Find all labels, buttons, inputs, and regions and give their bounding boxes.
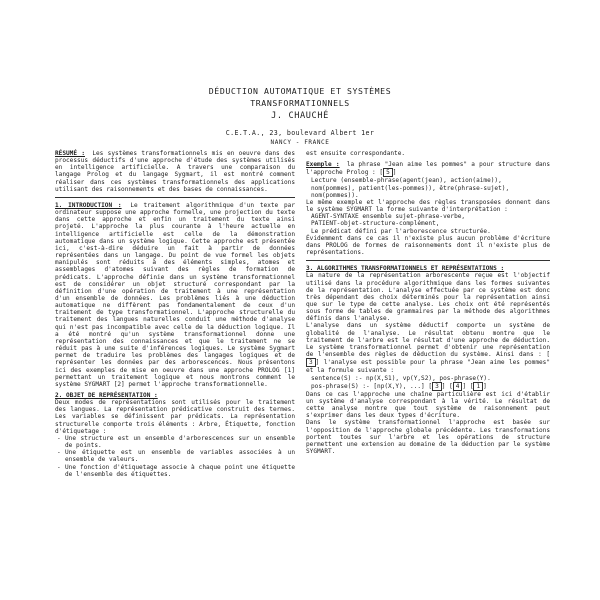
example-text: la phrase "Jean aime les pommes" a pour structure dans l'approche Prolog : bbox=[306, 161, 550, 177]
introduction-section bbox=[55, 202, 295, 388]
left-column bbox=[55, 150, 295, 482]
code-line: Le prédicat défini par l'arborescence structurée. bbox=[311, 227, 491, 235]
list-item: - Une fonction d'étiquetage associe à chaque point une étiquette de l'ensemble des étiquettes. bbox=[65, 464, 295, 478]
section-3-heading: 3. ALGORITHMES TRANSFORMATIONNELS ET REPRÉSENTATIONS : bbox=[306, 265, 505, 273]
code-line: PATIENT-objet-structure-complément, bbox=[311, 220, 440, 228]
continued-text: est ensuite correspondante. bbox=[306, 150, 406, 157]
code-line: nom(pommes), patient(les-pommes)), être(phrase-sujet), bbox=[311, 184, 510, 192]
section-3-paragraph-3: Dans ce cas l'approche une chaîne particulière est ici d'établir un système d'analyse correspondant à la vérité. Le résultat de cette analyse montre que tout système de raisonnement peut s'exprimer dans les deux types d'écriture. bbox=[306, 390, 550, 420]
section-2-text: Deux modes de représentations sont utilisés pour le traitement des langues. La représentation prédicative construit des termes. Les variables se définissent par prédicats. La représentation structurelle comporte trois éléments : Arbre, Étiquette, fonction d'étiquetage : bbox=[55, 399, 295, 435]
citation-ref: 1 bbox=[473, 382, 483, 391]
author-name: J. CHAUCHÉ bbox=[271, 111, 329, 121]
section-2-heading: 2. OBJET DE REPRÉSENTATION : bbox=[55, 392, 158, 399]
list-item: - Une structure est un ensemble d'arborescences sur un ensemble de points. bbox=[65, 435, 295, 449]
right-column bbox=[306, 150, 550, 459]
example-label: Exemple : bbox=[306, 161, 340, 169]
formula-line: sentence(S) :- np(X,S1), vp(Y,S2), pos-phrase(Y). bbox=[311, 374, 491, 382]
introduction-heading: 1. INTRODUCTION : bbox=[55, 201, 122, 209]
section-3-text: La nature de la représentation arborescente reçue est l'objectif utilisé dans la procédure algorithmique dans les formes suivantes de la représentation. L'analyse effectuée par ce système est donc très dépendant des choix déterminés pour la représentation ainsi que sur le type de cette analyse. Les choix ont été représentés sous forme de tables de grammaires par la méthode des algorithmes définis dans l'analyse. bbox=[306, 272, 550, 323]
code-line: nom(pommes)). bbox=[311, 191, 359, 199]
example-block: Exemple : la phrase "Jean aime les pommes" a pour structure dans l'approche Prolog : [ 5 ] Lecture (ensemble-phrase(agent(jean), action(aime)), nom(pommes), patient(les-pommes)), être(phrase-sujet), nom(pommes)). Le même exemple et l'approche des règles transposées donnent dans le système SYGMART la forme suivante d'interprétation : AGENT-SYNTAXE ensemble sujet-phrase-verbe, PATIENT-objet-structure-complément, Le prédicat défini par l'arborescence structurée. Évidemment dans ce cas il n'existe plus aucun problème d'écriture dans PROLOG de formes de raisonnements dont il n'existe plus de représentations. bbox=[306, 161, 550, 257]
section-divider bbox=[55, 197, 295, 198]
code-line: AGENT-SYNTAXE ensemble sujet-phrase-verbe, bbox=[311, 213, 466, 221]
definition-list bbox=[55, 435, 295, 478]
section-3 bbox=[306, 265, 550, 455]
code-line: Lecture (ensemble-phrase(agent(jean), action(aime)), bbox=[311, 177, 502, 185]
citation-ref: 4 bbox=[453, 382, 463, 391]
author-location: NANCY - FRANCE bbox=[270, 139, 330, 146]
section-divider bbox=[306, 260, 550, 261]
citation-ref: 5 bbox=[383, 168, 393, 177]
introduction-text: Le traitement algorithmique d'un texte par ordinateur suppose une approche formelle, une projection du texte dans cette approche et enfin un traitement du texte ainsi projeté. L'approche la plus courante à l'heure actuelle en intelligence artificielle est celle de la démonstration automatique dans un système logique. Cette approche est présentée ici, c'est-à-dire déduire un fait à partir de données représentées dans un langage. Du point de vue formel les objets manipulés sont réduits à des éléments simples, atomes et assemblages d'atomes suivant des règles de formation de prédicats. L'approche définie dans un système transformationnel est de considérer un objet structuré correspondant par la définition d'une opération de traitement à une représentation d'un ensemble de données. Les problèmes liés à une déduction automatique ne diffèrent pas fondamentalement de ceux d'un traitement de type transformationnel. L'approche structurelle du traitement des langues naturelles conduit une méthode d'analyse qui n'est pas incompatible avec celle de la déduction logique. Il a été montré qu'un système transformationnel donne une représentation des connaissances et que le traitement ne se réduit pas à une suite d'inférences logiques. Le système Sygmart permet de traduire les problèmes des langages logiques et de représenter les données par des arborescences. Nous présentons ici des exemples de mise en oeuvre dans une approche PROLOG [1] permettant un traitement logique et nous montrons comment le système SYGMART [2] permet l'approche transformationnelle. bbox=[55, 201, 295, 388]
abstract-text: Les systèmes transformationnels mis en oeuvre dans des processus déductifs d'une approche d'étude des systèmes utilisés en intelligence artificielle. A travers une comparaison du langage Prolog et du langage Sygmart, il est montré comment réaliser dans ces systèmes transformationnels des applications utilisant des raisonnements et des bases de connaissances. bbox=[55, 150, 295, 193]
section-2 bbox=[55, 392, 295, 478]
abstract-heading: RÉSUMÉ : bbox=[55, 150, 85, 157]
formula-line: pos-phrase(S) :- [np(X,Y), ...] [ 3 ] [ 4 ] [ 1 ] bbox=[311, 382, 487, 390]
example-text-2: Le même exemple et l'approche des règles transposées donnent dans le système SYGMART la forme suivante d'interprétation : bbox=[306, 198, 550, 214]
author-affiliation: C.E.T.A., 23, boulevard Albert 1er bbox=[225, 129, 375, 137]
section-3-paragraph-4: Dans le système transformationnel l'approche est basée sur l'opposition de l'approche globale précédente. Les transformations portent toutes sur l'arbre et les opérations de structure permettent une extension au domaine de la déduction par le système SYGMART. bbox=[306, 419, 550, 456]
citation-ref: 3 bbox=[306, 358, 316, 367]
citation-ref: 3 bbox=[432, 382, 442, 391]
abstract-section bbox=[55, 150, 295, 193]
list-item: - Une étiquette est un ensemble de variables associées à un ensemble de valeurs. bbox=[65, 449, 295, 463]
section-3-paragraph-2: L'analyse dans un système déductif comporte un système de globalité de l'analyse. Le résultat obtenu montre que le traitement de l'arbre est le résultat d'une approche de déduction. Le système transformationnel permet d'obtenir une représentation de l'ensemble des règles de déduction du système. Ainsi dans : [3 ] l'analyse est possible pour la phrase "Jean aime les pommes" et la formule suivante : bbox=[306, 322, 551, 375]
paper-title-line-1: DÉDUCTION AUTOMATIQUE ET SYSTÈMES bbox=[208, 86, 392, 96]
paper-title-line-2: TRANSFORMATIONNELS bbox=[250, 98, 350, 108]
example-text-3: Évidemment dans ce cas il n'existe plus aucun problème d'écriture dans PROLOG de formes de raisonnements dont il n'existe plus de représentations. bbox=[306, 234, 550, 257]
